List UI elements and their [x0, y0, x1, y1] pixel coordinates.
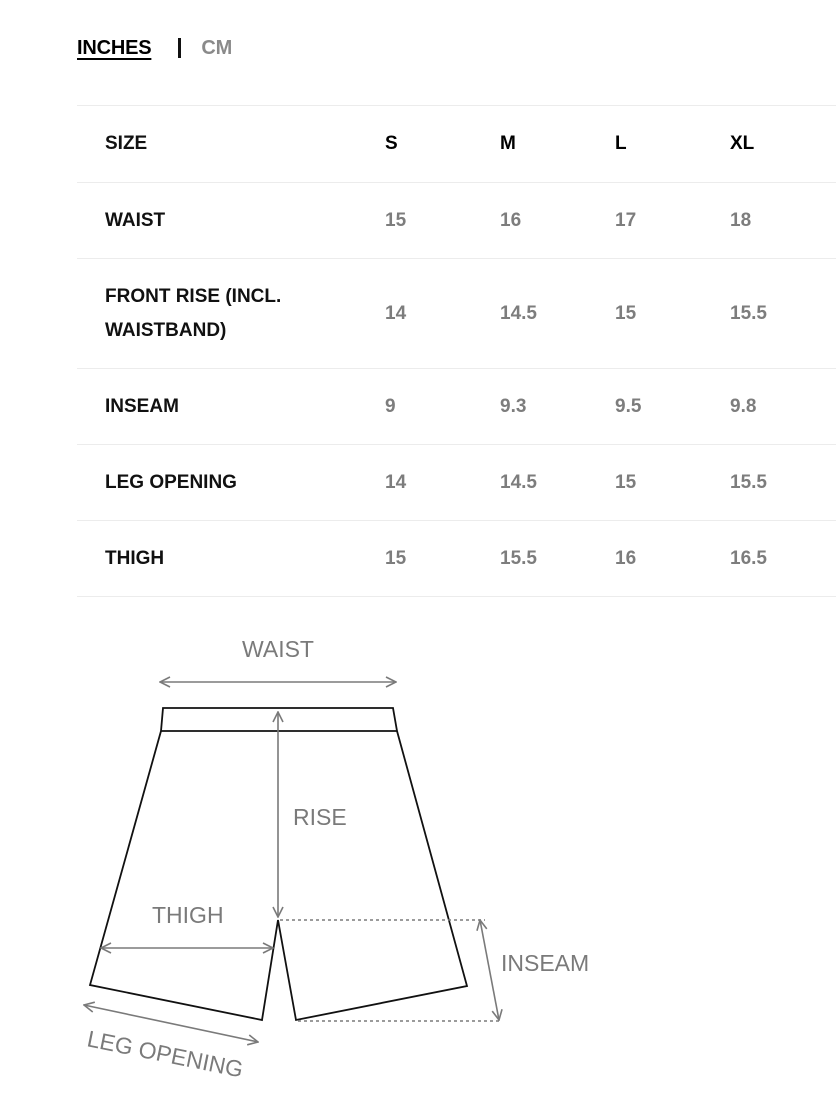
row-label-thigh: THIGH [77, 521, 385, 597]
header-s: S [385, 106, 500, 183]
table-row [77, 259, 836, 369]
table-row [77, 369, 836, 445]
table-cell: 15 [615, 259, 730, 369]
table-row [77, 183, 836, 259]
table-cell: 16 [500, 183, 615, 259]
table-cell: 15.5 [730, 259, 836, 369]
row-label-waist: WAIST [77, 183, 385, 259]
size-chart-table [77, 105, 836, 597]
inseam-label: INSEAM [501, 950, 590, 976]
row-label-inseam: INSEAM [77, 369, 385, 445]
table-cell: 9 [385, 369, 500, 445]
row-label-leg-opening: LEG OPENING [77, 445, 385, 521]
table-cell: 14.5 [500, 445, 615, 521]
unit-cm-button[interactable]: CM [201, 36, 233, 59]
table-cell: 15.5 [500, 521, 615, 597]
header-m: M [500, 106, 615, 183]
table-cell: 15 [385, 521, 500, 597]
table-cell: 16.5 [730, 521, 836, 597]
table-row [77, 445, 836, 521]
table-cell: 9.3 [500, 369, 615, 445]
table-cell: 14.5 [500, 259, 615, 369]
table-cell: 9.5 [615, 369, 730, 445]
header-l: L [615, 106, 730, 183]
table-cell: 14 [385, 445, 500, 521]
table-cell: 15.5 [730, 445, 836, 521]
waist-label: WAIST [242, 636, 314, 662]
thigh-label: THIGH [152, 902, 224, 928]
waistband [161, 708, 397, 731]
leg-opening-label: LEG OPENING [85, 1025, 246, 1083]
inseam-arrow [480, 920, 499, 1020]
table-cell: 17 [615, 183, 730, 259]
table-cell: 9.8 [730, 369, 836, 445]
header-xl: XL [730, 106, 836, 183]
table-cell: 15 [385, 183, 500, 259]
table-cell: 15 [615, 445, 730, 521]
unit-inches-button[interactable]: INCHES [77, 36, 152, 59]
unit-toggle [77, 34, 232, 62]
header-size: SIZE [77, 106, 385, 183]
unit-separator [178, 38, 181, 58]
shorts-measurement-diagram [0, 600, 836, 1112]
table-cell: 16 [615, 521, 730, 597]
table-cell: 18 [730, 183, 836, 259]
row-label-front-rise: FRONT RISE (INCL. WAISTBAND) [77, 259, 385, 369]
table-header-row [77, 106, 836, 183]
rise-label: RISE [293, 804, 347, 830]
table-row [77, 521, 836, 597]
table-cell: 14 [385, 259, 500, 369]
